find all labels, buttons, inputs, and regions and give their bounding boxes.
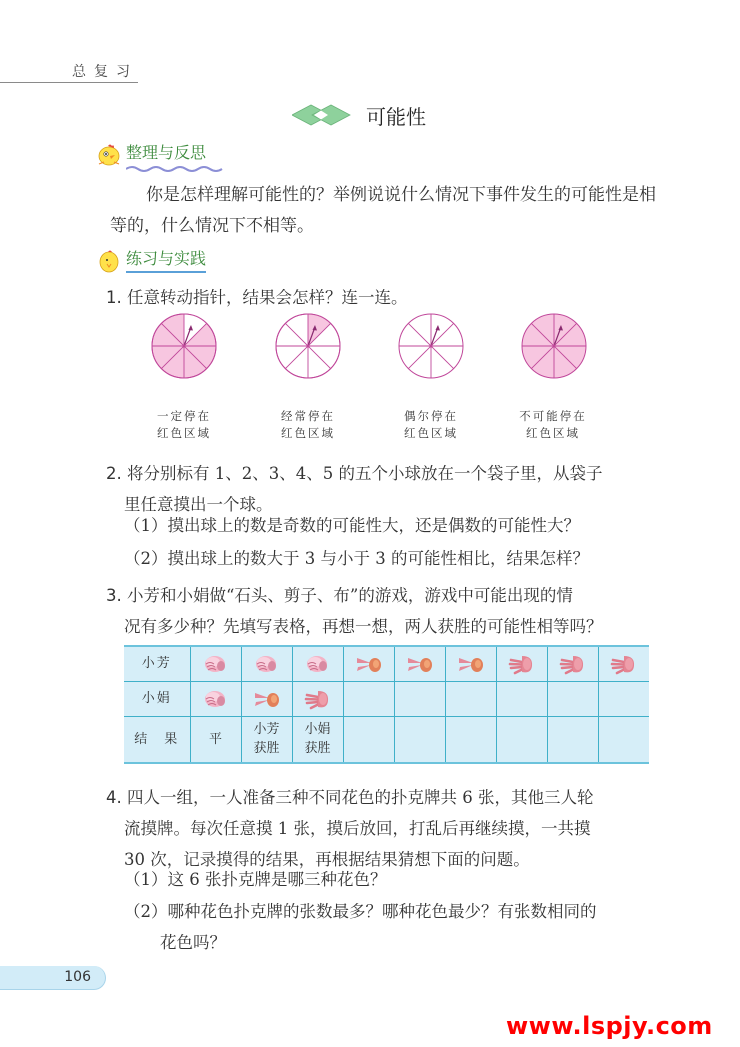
- spinner-caption-1: 一定停在 红色区域: [157, 409, 211, 440]
- question-1: 1. 任意转动指针，结果会怎样？连一连。: [106, 288, 408, 307]
- blank-cell[interactable]: [547, 681, 598, 716]
- spinner-4: [520, 312, 588, 380]
- rock-hand-icon: [202, 687, 230, 711]
- result-cell: 小娟 获胜: [292, 716, 343, 763]
- paper-hand-icon: [304, 687, 332, 711]
- question-3: 3. 小芳和小娟做“石头、剪子、布”的游戏，游戏中可能出现的情 况有多少种？先填写表格，再想一想，两人获胜的可能性相等吗？: [106, 586, 603, 636]
- practice-heading: [96, 246, 206, 273]
- row-label-xiaofang: 小芳: [124, 646, 190, 681]
- page-number: 106: [64, 969, 91, 985]
- blank-cell[interactable]: [598, 716, 649, 763]
- spinner-caption-4: 不可能停在 红色区域: [519, 409, 587, 440]
- rock-hand-icon: [304, 652, 332, 676]
- question-4-part-1: （1）这 6 张扑克牌是哪三种花色？: [124, 870, 387, 889]
- blank-cell[interactable]: [496, 681, 547, 716]
- row-label-result: 结 果: [124, 716, 190, 763]
- spinner-2: [274, 312, 342, 380]
- scissors-hand-icon: [355, 652, 383, 676]
- review-heading: [96, 140, 206, 167]
- result-cell: 小芳 获胜: [241, 716, 292, 763]
- scissors-hand-icon: [406, 652, 434, 676]
- chick-mascot-icon: [96, 247, 122, 273]
- spinners-row: [150, 312, 590, 382]
- practice-heading-text: 练习与实践: [126, 246, 206, 273]
- table-row-result: [124, 716, 649, 763]
- result-cell: 平: [190, 716, 241, 763]
- watermark: www.lspjy.com: [506, 1012, 713, 1040]
- scissors-hand-icon: [457, 652, 485, 676]
- section-title: [292, 100, 426, 130]
- spinner-1: [150, 312, 218, 380]
- table-row-xiaojuan: [124, 681, 649, 716]
- double-diamond-icon: [292, 104, 352, 126]
- rock-hand-icon: [202, 652, 230, 676]
- blank-cell[interactable]: [343, 716, 394, 763]
- paper-hand-icon: [508, 652, 536, 676]
- question-4-part-2: （2）哪种花色扑克牌的张数最多？哪种花色最少？有张数相同的 花色吗？: [124, 902, 597, 952]
- wavy-underline: [126, 165, 226, 173]
- scissors-hand-icon: [253, 687, 281, 711]
- spinner-caption-2: 经常停在 红色区域: [281, 409, 335, 440]
- rock-paper-scissors-table: [124, 645, 649, 764]
- section-title-text: 可能性: [366, 104, 426, 129]
- blank-cell[interactable]: [547, 716, 598, 763]
- blank-cell[interactable]: [445, 681, 496, 716]
- page-number-tab: [0, 966, 106, 990]
- review-heading-text: 整理与反思: [126, 140, 206, 167]
- review-text: 你是怎样理解可能性的？举例说说什么情况下事件发生的可能性是相等的，什么情况下不相等。: [110, 185, 656, 236]
- table-row-xiaofang: [124, 646, 649, 681]
- blank-cell[interactable]: [394, 716, 445, 763]
- running-title: 总复习: [72, 64, 138, 80]
- rock-hand-icon: [253, 652, 281, 676]
- chick-mascot-icon: [96, 141, 122, 167]
- question-2-part-1: （1）摸出球上的数是奇数的可能性大，还是偶数的可能性大？: [124, 516, 580, 535]
- question-2-part-2: （2）摸出球上的数大于 3 与小于 3 的可能性相比，结果怎样？: [124, 549, 589, 568]
- blank-cell[interactable]: [598, 681, 649, 716]
- blank-cell[interactable]: [496, 716, 547, 763]
- blank-cell[interactable]: [445, 716, 496, 763]
- paper-hand-icon: [559, 652, 587, 676]
- question-2: 2. 将分别标有 1、2、3、4、5 的五个小球放在一个袋子里，从袋子 里任意摸出一个球。: [106, 464, 603, 514]
- paper-hand-icon: [610, 652, 638, 676]
- question-4: 4. 四人一组，一人准备三种不同花色的扑克牌共 6 张，其他三人轮 流摸牌。每次任意摸 1 张，摸后放回，打乱后再继续摸，一共摸 30 次，记录摸得的结果，再根据结果猜想下面的问题。: [106, 788, 594, 869]
- running-header: [0, 55, 138, 83]
- blank-cell[interactable]: [394, 681, 445, 716]
- row-label-xiaojuan: 小娟: [124, 681, 190, 716]
- spinner-caption-3: 偶尔停在 红色区域: [404, 409, 458, 440]
- blank-cell[interactable]: [343, 681, 394, 716]
- spinner-3: [397, 312, 465, 380]
